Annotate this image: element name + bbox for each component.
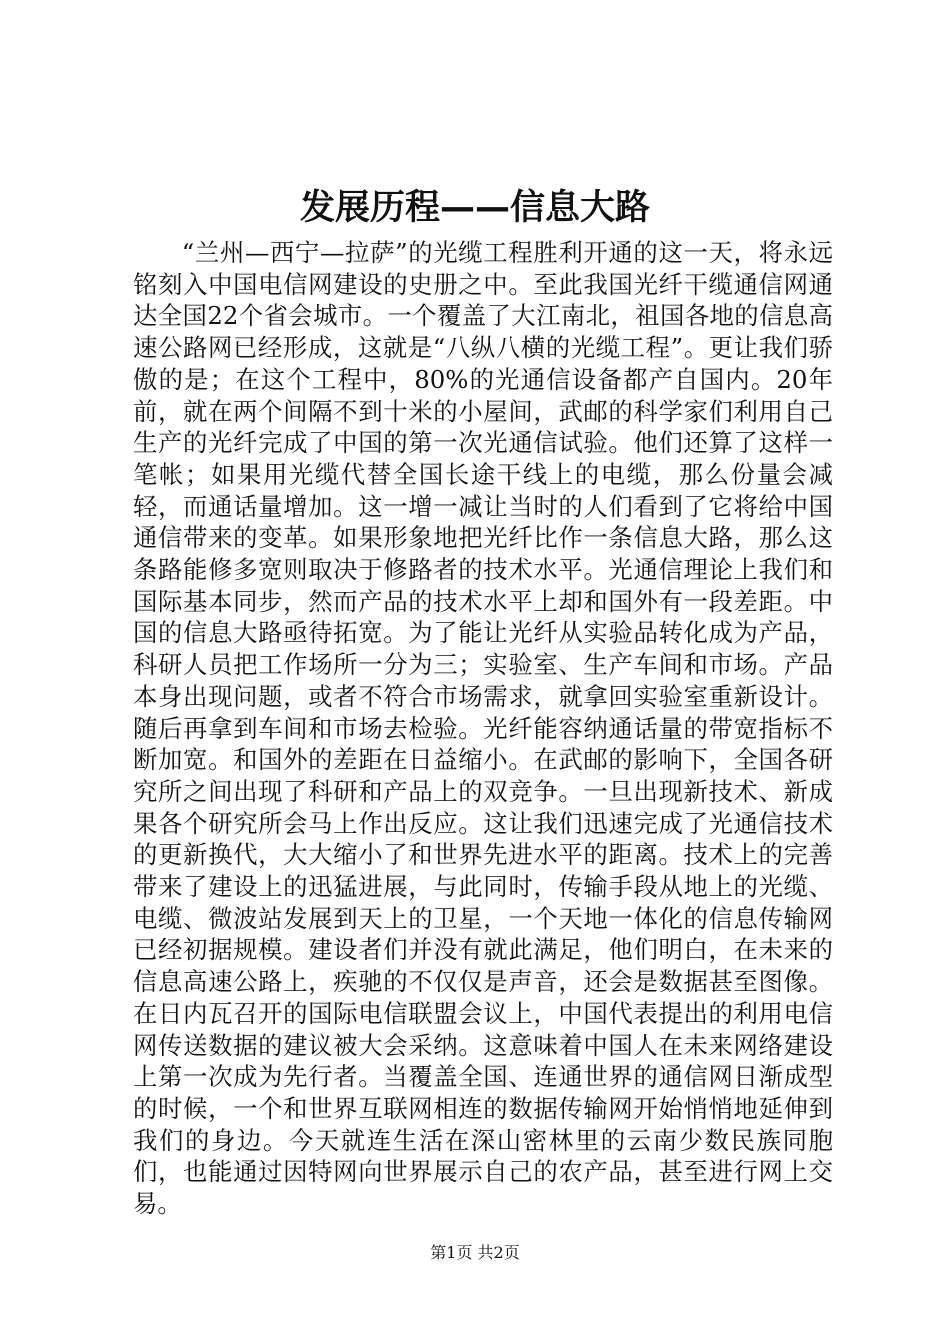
page-number-footer: 第1页 共2页 [430, 1243, 520, 1262]
document-title: 发展历程——信息大路 [299, 188, 650, 228]
body-paragraph: “兰州—西宁—拉萨”的光缆工程胜利开通的这一天，将永远铭刻入中国电信网建设的史册之中。至此我国光纤干缆通信网通达全国22个省会城市。一个覆盖了大江南北，祖国各地的信息高速公路网已经形成，这就是“八纵八横的光缆工程”。更让我们骄傲的是；在这个工程中，80%的光通信设备都产自国内。20年前，就在两个间隔不到十米的小屋间，武邮的科学家们利用自己生产的光纤完成了中国的第一次光通信试验。他们还算了这样一笔帐；如果用光缆代替全国长途干线上的电缆，那么份量会减轻，而通话量增加。这一增一减让当时的人们看到了它将给中国通信带来的变革。如果形象地把光纤比作一条信息大路，那么这条路能修多宽则取决于修路者的技术水平。光通信理论上我们和国际基本同步，然而产品的技术水平上却和国外有一段差距。中国的信息大路亟待拓宽。为了能让光纤从实验品转化成为产品，科研人员把工作场所一分为三；实验室、生产车间和市场。产品本身出现问题，或者不符合市场需求，就拿回实验室重新设计。随后再拿到车间和市场去检验。光纤能容纳通话量的带宽指标不断加宽。和国外的差距在日益缩小。在武邮的影响下，全国各研究所之间出现了科研和产品上的双竞争。一旦出现新技术、新成果各个研究所会马上作出反应。这让我们迅速完成了光通信技术的更新换代，大大缩小了和世界先进水平的距离。技术上的完善带来了建设上的迅猛进展，与此同时，传输手段从地上的光缆、电缆、微波站发展到天上的卫星，一个天地一体化的信息传输网已经初据规模。建设者们并没有就此满足，他们明白，在未来的信息高速公路上，疾驰的不仅仅是声音，还会是数据甚至图像。在日内瓦召开的国际电信联盟会议上，中国代表提出的利用电信网传送数据的建议被大会采纳。这意味着中国人在未来网络建设上第一次成为先行者。当覆盖全国、连通世界的通信网日渐成型的时候，一个和世界互联网相连的数据传输网开始悄悄地延伸到我们的身边。今天就连生活在深山密林里的云南少数民族同胞们，也能通过因特网向世界展示自己的农产品，甚至进行网上交易。 [133, 238, 833, 1219]
